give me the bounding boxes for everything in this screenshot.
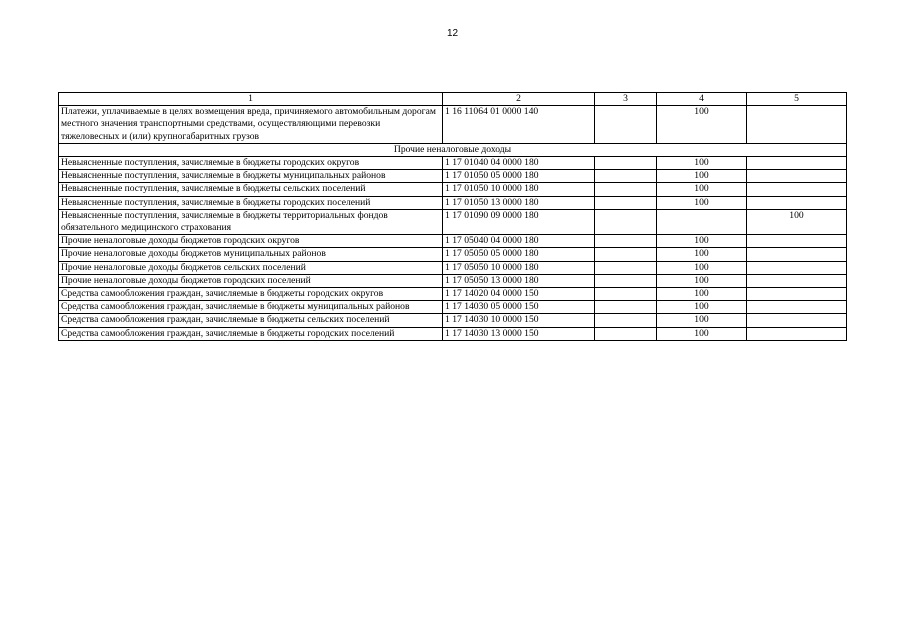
income-name: Невыясненные поступления, зачисляемые в бюджеты городских округов: [59, 157, 443, 170]
column-3-value: [595, 235, 657, 248]
column-header-3: 3: [595, 93, 657, 106]
column-5-value: [747, 183, 847, 196]
income-name: Невыясненные поступления, зачисляемые в бюджеты сельских поселений: [59, 183, 443, 196]
column-4-value: 100: [657, 183, 747, 196]
income-name: Невыясненные поступления, зачисляемые в бюджеты муниципальных районов: [59, 170, 443, 183]
column-3-value: [595, 327, 657, 340]
column-3-value: [595, 301, 657, 314]
income-name: Средства самообложения граждан, зачисляемые в бюджеты муниципальных районов: [59, 301, 443, 314]
column-4-value: 100: [657, 288, 747, 301]
column-header-2: 2: [443, 93, 595, 106]
income-name: Средства самообложения граждан, зачисляемые в бюджеты сельских поселений: [59, 314, 443, 327]
column-5-value: [747, 301, 847, 314]
column-3-value: [595, 170, 657, 183]
income-name: Прочие неналоговые доходы бюджетов муниципальных районов: [59, 248, 443, 261]
header-row: [59, 93, 847, 106]
budget-code: 1 17 01050 10 0000 180: [443, 183, 595, 196]
column-5-value: [747, 196, 847, 209]
income-name: Невыясненные поступления, зачисляемые в бюджеты территориальных фондов обязательного медицинского страхования: [59, 209, 443, 234]
column-5-value: [747, 327, 847, 340]
page-number: 12: [446, 28, 459, 39]
column-3-value: [595, 209, 657, 234]
column-4-value: 100: [657, 248, 747, 261]
budget-code: 1 17 01090 09 0000 180: [443, 209, 595, 234]
table-row: [59, 183, 847, 196]
budget-code: 1 17 14030 10 0000 150: [443, 314, 595, 327]
income-name: Средства самообложения граждан, зачисляемые в бюджеты городских округов: [59, 288, 443, 301]
budget-code: 1 16 11064 01 0000 140: [443, 106, 595, 144]
table-row: [59, 106, 847, 144]
column-3-value: [595, 248, 657, 261]
column-5-value: [747, 106, 847, 144]
table-row: [59, 274, 847, 287]
column-3-value: [595, 196, 657, 209]
column-4-value: [657, 209, 747, 234]
table-row: [59, 209, 847, 234]
column-5-value: [747, 170, 847, 183]
budget-code: 1 17 05050 10 0000 180: [443, 261, 595, 274]
budget-code: 1 17 05050 13 0000 180: [443, 274, 595, 287]
table-row: [59, 301, 847, 314]
table-row: [59, 196, 847, 209]
column-4-value: 100: [657, 235, 747, 248]
column-4-value: 100: [657, 196, 747, 209]
income-name: Невыясненные поступления, зачисляемые в бюджеты городских поселений: [59, 196, 443, 209]
column-5-value: [747, 157, 847, 170]
budget-table: [58, 92, 847, 341]
budget-code: 1 17 14030 13 0000 150: [443, 327, 595, 340]
column-4-value: 100: [657, 157, 747, 170]
table-row: [59, 314, 847, 327]
budget-code: 1 17 05040 04 0000 180: [443, 235, 595, 248]
column-4-value: 100: [657, 274, 747, 287]
column-3-value: [595, 157, 657, 170]
column-5-value: 100: [747, 209, 847, 234]
column-header-5: 5: [747, 93, 847, 106]
column-4-value: 100: [657, 327, 747, 340]
table-row: [59, 288, 847, 301]
income-name: Прочие неналоговые доходы бюджетов сельских поселений: [59, 261, 443, 274]
income-name: Средства самообложения граждан, зачисляемые в бюджеты городских поселений: [59, 327, 443, 340]
table-row: [59, 157, 847, 170]
budget-code: 1 17 14030 05 0000 150: [443, 301, 595, 314]
table-row: [59, 170, 847, 183]
column-3-value: [595, 106, 657, 144]
table-body: [59, 106, 847, 341]
budget-code: 1 17 01050 05 0000 180: [443, 170, 595, 183]
table-row: [59, 261, 847, 274]
budget-code: 1 17 01050 13 0000 180: [443, 196, 595, 209]
column-header-4: 4: [657, 93, 747, 106]
column-4-value: 100: [657, 261, 747, 274]
income-name: Прочие неналоговые доходы бюджетов городских поселений: [59, 274, 443, 287]
column-5-value: [747, 261, 847, 274]
column-3-value: [595, 261, 657, 274]
column-5-value: [747, 288, 847, 301]
column-4-value: 100: [657, 170, 747, 183]
column-3-value: [595, 288, 657, 301]
budget-code: 1 17 14020 04 0000 150: [443, 288, 595, 301]
column-4-value: 100: [657, 301, 747, 314]
column-3-value: [595, 314, 657, 327]
column-5-value: [747, 235, 847, 248]
column-3-value: [595, 183, 657, 196]
income-name: Прочие неналоговые доходы бюджетов городских округов: [59, 235, 443, 248]
table-row: [59, 235, 847, 248]
table-row: [59, 327, 847, 340]
budget-code: 1 17 01040 04 0000 180: [443, 157, 595, 170]
column-header-1: 1: [59, 93, 443, 106]
column-3-value: [595, 274, 657, 287]
column-5-value: [747, 274, 847, 287]
section-row: [59, 143, 847, 156]
section-title: Прочие неналоговые доходы: [59, 143, 847, 156]
budget-code: 1 17 05050 05 0000 180: [443, 248, 595, 261]
column-4-value: 100: [657, 106, 747, 144]
column-5-value: [747, 314, 847, 327]
income-name: Платежи, уплачиваемые в целях возмещения вреда, причиняемого автомобильным дорогам местного значения транспортными средствами, осуществляющими перевозки тяжеловесных и (или) крупногабаритных грузов: [59, 106, 443, 144]
column-5-value: [747, 248, 847, 261]
table-header: [59, 93, 847, 106]
table-row: [59, 248, 847, 261]
column-4-value: 100: [657, 314, 747, 327]
